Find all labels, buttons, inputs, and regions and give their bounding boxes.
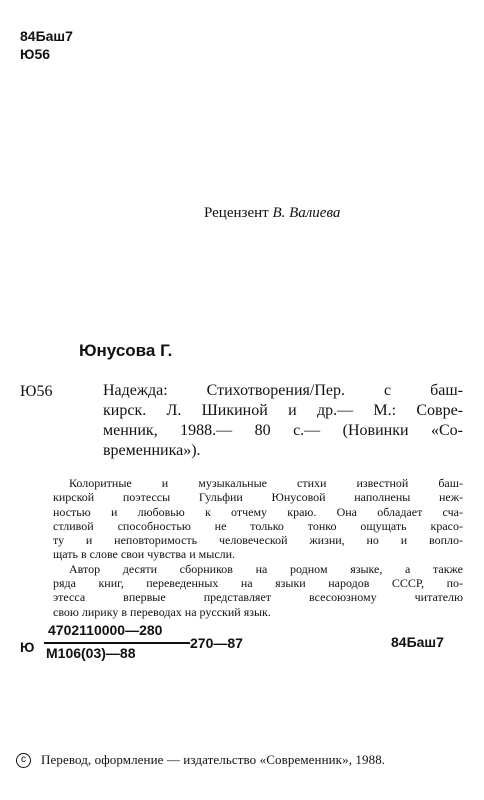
- record-line: временника»).: [103, 442, 201, 459]
- record-line: кирск. Л. Шикиной и др.— М.: Совре-: [103, 402, 463, 419]
- annotation-line: свою лирику в переводах на русский язык.: [53, 604, 271, 619]
- annotation-line: стливой способностью не только тонко ощущать красо-: [53, 518, 463, 533]
- annotation-line: кирской поэтессы Гульфии Юнусовой наполнены неж-: [53, 490, 463, 505]
- record-line: менник, 1988.— 80 с.— (Новинки «Со-: [103, 422, 463, 439]
- formula-numerator: 4702110000—280: [48, 622, 163, 638]
- formula-suffix: 270—87: [190, 635, 243, 651]
- record-line: Надежда: Стихотворения/Пер. с баш-: [103, 382, 463, 399]
- formula-classification: 84Баш7: [391, 634, 444, 650]
- annotation-line: ностью и любовью к отчему краю. Она обладает сча-: [53, 504, 463, 519]
- annotation-line: Автор десяти сборников на родном языке, а также: [69, 561, 463, 576]
- copyright-text: Перевод, оформление — издательство «Современник», 1988.: [41, 752, 386, 767]
- copyright-line: [16, 752, 385, 768]
- annotation-line: Колоритные и музыкальные стихи известной баш-: [69, 476, 463, 490]
- formula-fraction-bar: [44, 642, 190, 644]
- formula-denominator: М106(03)—88: [46, 645, 136, 661]
- bibliographic-record: [103, 381, 463, 461]
- annotation-line: этесса впервые представляет всесоюзному читателю: [53, 590, 463, 605]
- annotation-line: ряда книг, переведенных на языки народов СССР, по-: [53, 576, 463, 591]
- class-code: 84Баш7: [20, 28, 73, 44]
- record-cutter: Ю56: [20, 383, 53, 400]
- reviewer-name: В. Валиева: [272, 205, 341, 221]
- annotation-line: ту и неповторимость человеческой жизни, но и вопло-: [53, 533, 463, 548]
- reviewer-line: [204, 205, 340, 222]
- classification-header: [20, 27, 73, 63]
- formula-letter: Ю: [20, 639, 35, 655]
- annotation-line: щать в слове свои чувства и мысли.: [53, 547, 236, 562]
- copyright-icon: c: [16, 753, 31, 768]
- author-name: Юнусова Г.: [79, 341, 173, 360]
- annotation: [53, 476, 463, 619]
- reviewer-label: Рецензент: [204, 205, 269, 221]
- cutter-code: Ю56: [20, 46, 51, 62]
